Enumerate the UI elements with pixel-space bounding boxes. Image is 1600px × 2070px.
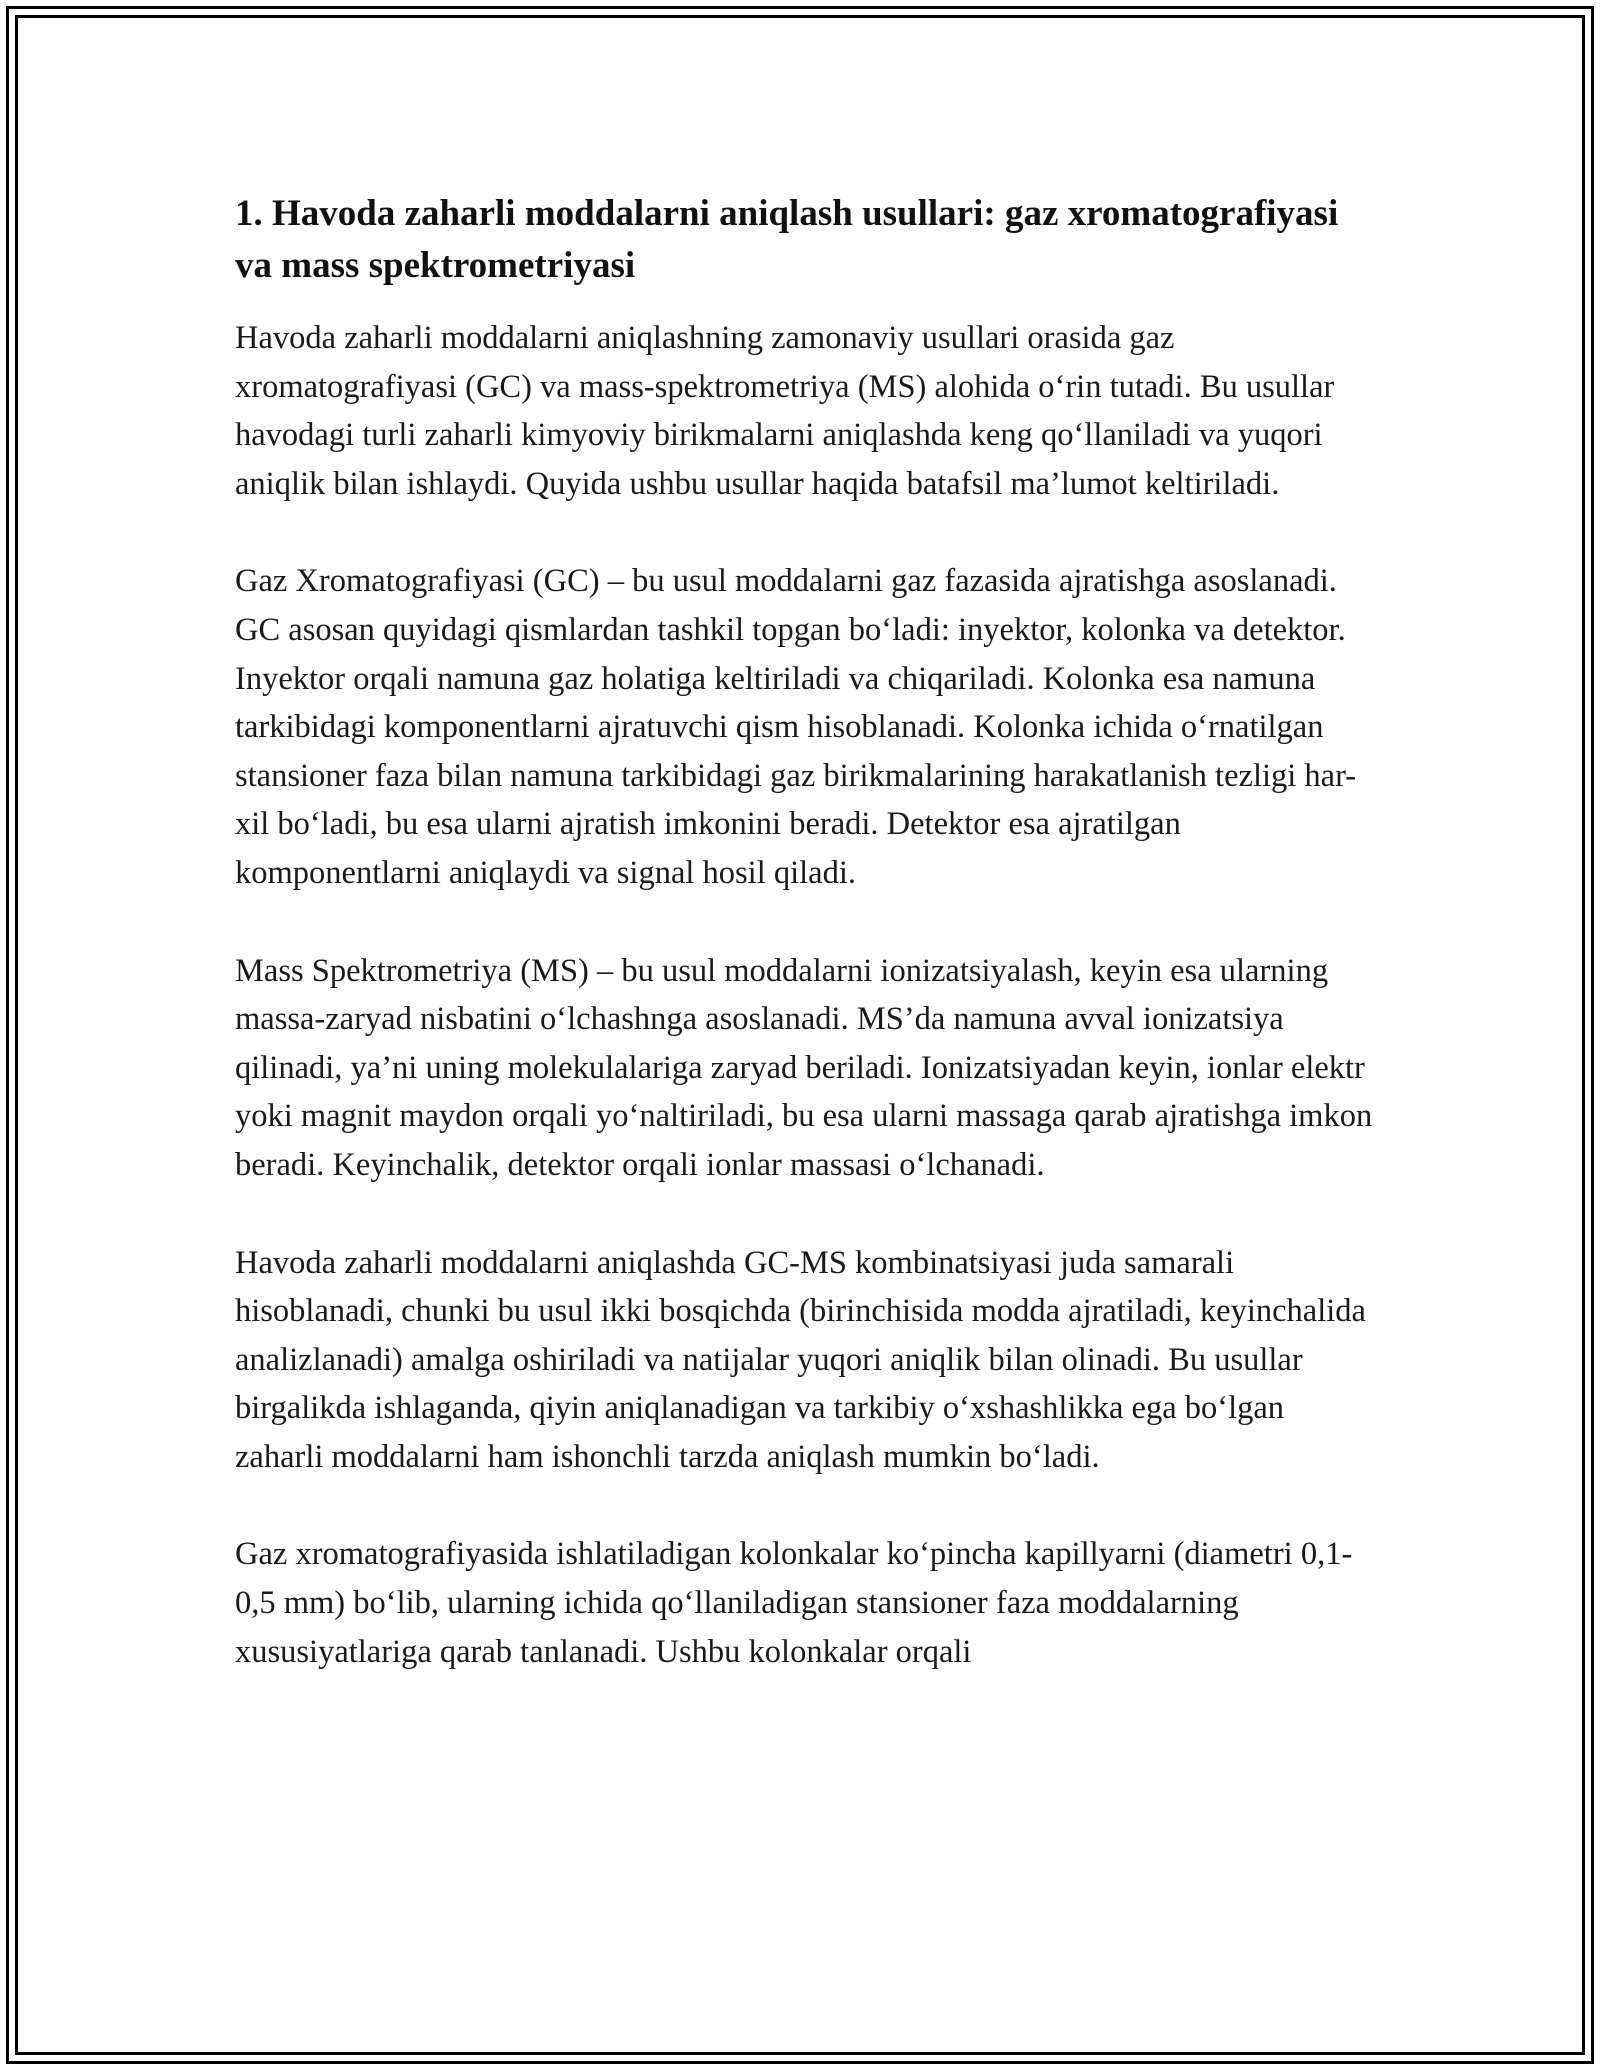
paragraph-gas-chromatography: Gaz Xromatografiyasi (GC) – bu usul moddalarni gaz fazasida ajratishga asoslanadi. GC asosan quyidagi qismlardan tashkil topgan bo‘ladi: inyektor, kolonka va detektor. Inyektor orqali namuna gaz holatiga keltiriladi va chiqariladi. Kolonka esa namuna tarkibidagi komponentlarni ajratuvchi qism hisoblanadi. Kolonka ichida o‘rnatilgan stansioner faza bilan namuna tarkibidagi gaz birikmalarining harakatlanish tezligi har-xil bo‘ladi, bu esa ularni ajratish imkonini beradi. Detektor esa ajratilgan komponentlarni aniqlaydi va signal hosil qiladi. — [235, 563, 1357, 891]
paragraph-columns: Gaz xromatografiyasida ishlatiladigan kolonkalar ko‘pincha kapillyarni (diametri 0,1-0,5 mm) bo‘lib, ularning ichida qo‘llaniladigan stansioner faza moddalarning xususiyatlariga qarab tanlanadi. Ushbu kolonkalar orqali — [235, 1536, 1353, 1670]
paragraph-mass-spectrometry: Mass Spektrometriya (MS) – bu usul moddalarni ionizatsiyalash, keyin esa ularning massa-zaryad nisbatini o‘lchashnga asoslanadi. MS’da namuna avval ionizatsiya qilinadi, ya’ni uning molekulalariga zaryad beriladi. Ionizatsiyadan keyin, ionlar elektr yoki magnit maydon orqali yo‘naltiriladi, bu esa ularni massaga qarab ajratishga imkon beradi. Keyinchalik, detektor orqali ionlar massasi o‘lchanadi. — [235, 952, 1373, 1183]
paragraph-intro: Havoda zaharli moddalarni aniqlashning zamonaviy usullari orasida gaz xromatografiyasi (GC) va mass-spektrometriya (MS) alohida o‘rin tutadi. Bu usullar havodagi turli zaharli kimyoviy birikmalarni aniqlashda keng qo‘llaniladi va yuqori aniqlik bilan ishlaydi. Quyida ushbu usullar haqida batafsil ma’lumot keltiriladi. — [235, 320, 1335, 502]
section-heading: 1. Havoda zaharli moddalarni aniqlash usullari: gaz xromatografiyasi va mass spektrometriyasi — [235, 193, 1339, 286]
paragraph-gc-ms-combination: Havoda zaharli moddalarni aniqlashda GC-MS kombinatsiyasi juda samarali hisoblanadi, chunki bu usul ikki bosqichda (birinchisida modda ajratiladi, keyinchalida analizlanadi) amalga oshiriladi va natijalar yuqori aniqlik bilan olinadi. Bu usullar birgalikda ishlaganda, qiyin aniqlanadigan va tarkibiy o‘xshashlikka ega bo‘lgan zaharli moddalarni ham ishonchli tarzda aniqlash mumkin bo‘ladi. — [235, 1244, 1366, 1475]
document-body — [235, 188, 1380, 1725]
